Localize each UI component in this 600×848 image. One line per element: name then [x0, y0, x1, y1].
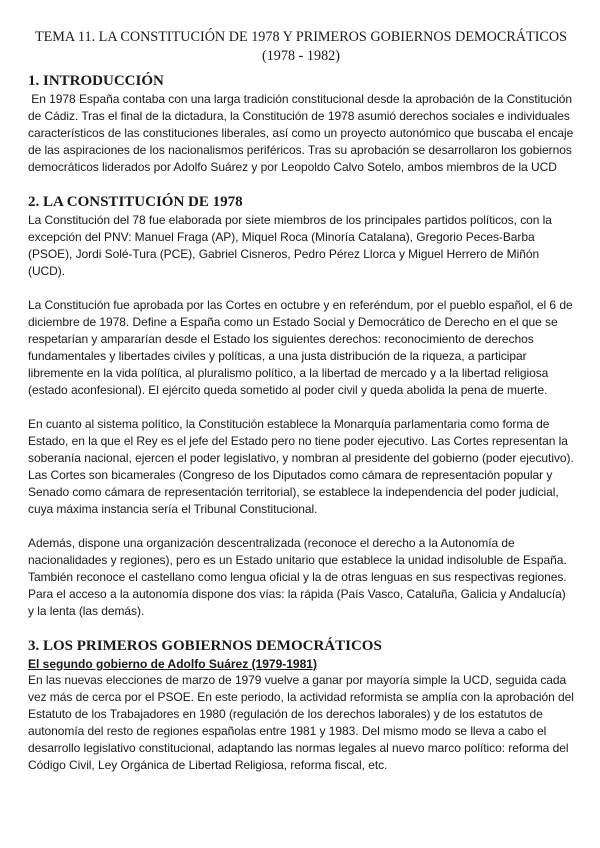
paragraph: En 1978 España contaba con una larga tradición constitucional desde la aprobación de la Constitución de Cádiz. Tras el final de la dictadura, la Constitución de 1978 asumió derechos sociales e individuales característicos de las constituciones liberales, así como un proyecto autonómico que buscaba el encaje de las aspiraciones de los nacionalismos periféricos. Tras su aprobación se desarrollaron los gobiernos democráticos liderados por Adolfo Suárez y por Leopoldo Calvo Sotelo, ambos miembros de la UCD — [28, 92, 577, 174]
paragraph: La Constitución del 78 fue elaborada por siete miembros de los principales partidos políticos, con la excepción del PNV: Manuel Fraga (AP), Miquel Roca (Minoría Catalana), Gregorio Peces-Barba (PSOE), Jordi Solé-Tura (PCE), Gabriel Cisneros, Pedro Pérez Llorca y Miguel Herrero de Miñón (UCD). — [28, 213, 552, 278]
section-heading: 1. INTRODUCCIÓN — [28, 73, 164, 89]
spacer — [28, 620, 574, 637]
section-constitucion — [28, 193, 574, 620]
spacer — [28, 518, 574, 535]
paragraph: En las nuevas elecciones de marzo de 1979 vuelve a ganar por mayoría simple la UCD, seguida cada vez más de cerca por el PSOE. En este periodo, la actividad reformista se amplía con la aprobación del Estatuto de los Trabajadores en 1980 (regulación de los derechos laborales) y de los estatutos de autonomía del resto de regiones españolas entre 1981 y 1983. Del mismo modo se lleva a cabo el desarrollo legislativo constitucional, adaptando las normas legales al nuevo marco político: reforma del Código Civil, Ley Orgánica de Libertad Religiosa, reforma fiscal, etc. — [28, 673, 574, 772]
title-line-1: TEMA 11. LA CONSTITUCIÓN DE 1978 Y PRIMEROS GOBIERNOS DEMOCRÁTICOS — [34, 29, 568, 45]
section-gobiernos — [28, 637, 574, 774]
section-heading: 3. LOS PRIMEROS GOBIERNOS DEMOCRÁTICOS — [28, 638, 382, 654]
title-line-2: (1978 - 1982) — [261, 48, 341, 64]
spacer — [28, 399, 574, 416]
document-title — [28, 28, 574, 66]
subsection-heading: El segundo gobierno de Adolfo Suárez (1979-1981) — [28, 657, 317, 671]
spacer — [28, 176, 574, 193]
section-heading: 2. LA CONSTITUCIÓN DE 1978 — [28, 194, 243, 210]
paragraph: En cuanto al sistema político, la Constitución establece la Monarquía parlamentaria como forma de Estado, en la que el Rey es el jefe del Estado pero no tiene poder ejecutivo. Las Cortes representan la soberanía nacional, ejercen el poder legislativo, y nombran al presidente del gobierno (poder ejecutivo). Las Cortes son bicamerales (Congreso de los Diputados como cámara de representación popular y Senado como cámara de representación territorial), se establece la independencia del poder judicial, cuya máxima instancia sería el Tribunal Constitucional. — [28, 417, 574, 516]
section-introduccion — [28, 72, 577, 176]
paragraph: La Constitución fue aprobada por las Cortes en octubre y en referéndum, por el pueblo español, el 6 de diciembre de 1978. Define a España como un Estado Social y Democrático de Derecho en el que se respetarían y ampararían desde el Estado los siguientes derechos: reconocimiento de derechos fundamentales y libertades civiles y políticas, a una justa distribución de la riqueza, a participar libremente en la vida política, al pluralismo político, a la libertad de mercado y a la libertad religiosa (estado aconfesional). El ejército queda sometido al poder civil y queda abolida la pena de muerte. — [28, 298, 573, 397]
spacer — [28, 280, 574, 297]
paragraph: Además, dispone una organización descentralizada (reconoce el derecho a la Autonomía de nacionalidades y regiones), pero es un Estado unitario que establece la unidad indisoluble de España. También reconoce el castellano como lengua oficial y la de otras lenguas en sus respectivas regiones. Para el acceso a la autonomía dispone dos vías: la rápida (País Vasco, Cataluña, Galicia y Andalucía) y la lenta (las demás). — [28, 536, 567, 618]
